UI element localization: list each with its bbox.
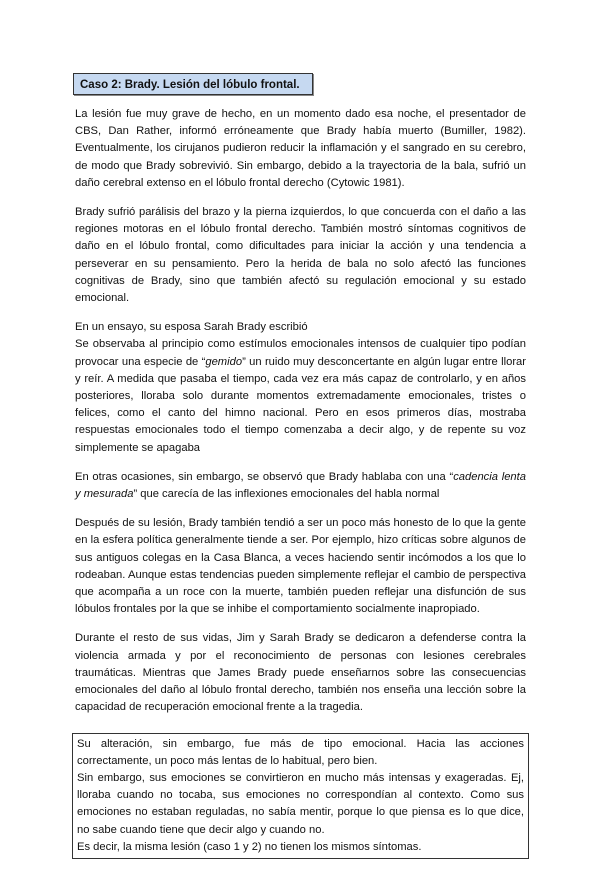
quote-italic: gemido	[205, 355, 243, 368]
paragraph-advocacy: Durante el resto de sus vidas, Jim y Sarah Brady se dedicaron a defenderse contra la violencia armada y por el reconocimiento de personas con lesiones cerebrales traumáticas. Mientras que James Brady puede enseñarnos sobre las consecuencias emocionales del daño al lóbulo frontal derecho, también nos enseña una lección sobre la capacidad de recuperación emocional frente a la tragedia.	[75, 632, 526, 714]
paragraph-honesty: Después de su lesión, Brady también tendió a ser un poco más honesto de lo que la gente en la esfera política generalmente tiende a ser. Por ejemplo, hizo críticas sobre algunos de sus antiguos colegas en la Casa Blanca, a veces haciendo sentir incómodos a los que lo rodeaban. Aunque estas tendencias pueden simplemente reflejar el cambio de perspectiva que acompaña a un roce con la muerte, también pueden reflejar una disfunción de sus lóbulos frontales por la que se inhibe el comportamiento socialmente inapropiado.	[75, 517, 526, 616]
paragraph-essay	[75, 319, 526, 457]
note-line: Sin embargo, sus emociones se convirtieron en mucho más intensas y exageradas. Ej, lloraba cuando no tocaba, sus emociones no correspondían al contexto. Como sus emociones no estaban reguladas, no sabía mentir, porque lo que piensa es lo que dice, no sabe cuando tiene que decir algo y cuando no.	[77, 771, 524, 836]
note-line: Su alteración, sin embargo, fue más de tipo emocional. Hacia las acciones correctamente, un poco más lentas de lo habitual, pero bien.	[77, 737, 524, 767]
quote-text: ” un ruido muy desconcertante en algún lugar entre llorar y reír. A medida que pasaba el tiempo, cada vez era más capaz de controlarlo, y en años posteriores, lloraba solo durante momentos extremadamente emocionales, tristes o felices, como el canto del himno nacional. Pero en esos primeros días, mostraba respuestas emocionales todo el tiempo comenzaba a decir algo, y de repente su voz simplemente se apagaba	[75, 355, 527, 454]
essay-quote	[75, 336, 526, 456]
note-line: Es decir, la misma lesión (caso 1 y 2) no tienen los mismos síntomas.	[77, 840, 422, 853]
quote-text: Se observaba al principio como estímulos emocionales intensos de cualquier tipo podían provocar una especie de “	[75, 338, 526, 368]
cadence-text: En otras ocasiones, sin embargo, se observó que Brady hablaba con una “	[75, 470, 454, 483]
essay-intro: En un ensayo, su esposa Sarah Brady escribió	[75, 321, 308, 334]
document-body	[75, 106, 526, 879]
cadence-text: ” que carecía de las inflexiones emocionales del habla normal	[133, 488, 440, 501]
paragraph-injury: La lesión fue muy grave de hecho, en un momento dado esa noche, el presentador de CBS, Dan Rather, informó erróneamente que Brady había muerto (Bumiller, 1982). Eventualmente, los cirujanos pudieron reducir la inflamación y el sangrado en su cerebro, de modo que Brady sobrevivió. Sin embargo, debido a la trayectoria de la bala, sufrió un daño cerebral extenso en el lóbulo frontal derecho (Cytowic 1981).	[75, 108, 526, 189]
summary-note-box	[72, 733, 529, 859]
cadence-italic: cadencia lenta y mesurada	[75, 470, 526, 501]
paragraph-symptoms: Brady sufrió parálisis del brazo y la pierna izquierdos, lo que concuerda con el daño a las regiones motoras en el lóbulo frontal derecho. También mostró síntomas cognitivos de daño en el lóbulo frontal, como dificultades para iniciar la acción y una tendencia a perseverar en su pensamiento. Pero la herida de bala no solo afectó las funciones cognitivas de Brady, sino que también afectó su regulación emocional y su estado emocional.	[75, 206, 526, 305]
paragraph-cadence	[75, 469, 526, 503]
case-title: Caso 2: Brady. Lesión del lóbulo frontal.	[73, 73, 313, 95]
